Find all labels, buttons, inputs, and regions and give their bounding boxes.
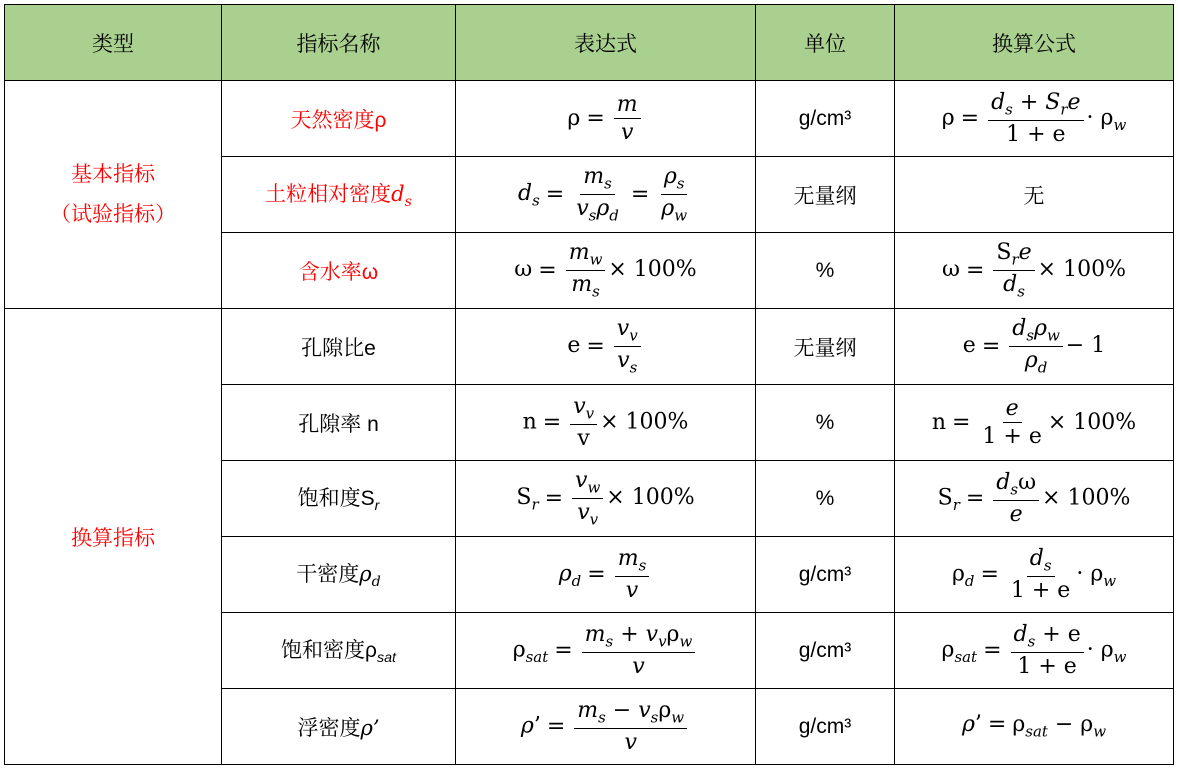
expression-particle-density: $d_s$ = $\frac{m_s}{v_s\rho_d}$ = $\frac{\rho_s}{\rho_w}$ (456, 157, 756, 233)
group-converted: 换算指标 (5, 309, 222, 765)
header-conversion: 换算公式 (895, 5, 1174, 81)
unit-water-content: % (756, 233, 895, 309)
conversion-porosity: n = $\frac{e}{1 + e}$ × 100% (895, 385, 1174, 461)
index-name-buoyant-density: 浮密度ρ’ (222, 689, 456, 765)
index-name-natural-density: 天然密度ρ (222, 81, 456, 157)
unit-buoyant-density: g/cm³ (756, 689, 895, 765)
expression-void-ratio: e = $\frac{v_v}{v_s}$ (456, 309, 756, 385)
group-basic (5, 81, 222, 309)
index-name-particle-density: 土粒相对密度$d_s$ (222, 157, 456, 233)
conversion-dry-density: $\rho_d$ = $\frac{d_s}{1 + e}$ · $\rho_w$ (895, 537, 1174, 613)
index-name-water-content: 含水率ω (222, 233, 456, 309)
group-basic-line2: （试验指标） (50, 202, 176, 226)
conversion-water-content: ω = $\frac{S_re}{d_s}$ × 100% (895, 233, 1174, 309)
soil-index-table (4, 4, 1174, 765)
conversion-saturation: $S_r$ = $\frac{d_s\omega}{e}$ × 100% (895, 461, 1174, 537)
header-unit: 单位 (756, 5, 895, 81)
header-row (5, 5, 1174, 81)
group-basic-line1: 基本指标 (71, 162, 155, 186)
unit-void-ratio: 无量纲 (756, 309, 895, 385)
expression-buoyant-density: ρ’ = $\frac{m_s - v_s\rho_w}{v}$ (456, 689, 756, 765)
unit-saturated-density: g/cm³ (756, 613, 895, 689)
unit-porosity: % (756, 385, 895, 461)
conversion-natural-density: ρ = $\frac{d_s + S_re}{1 + e}$ · $\rho_w$ (895, 81, 1174, 157)
expression-saturation: $S_r$ = $\frac{v_w}{v_v}$ × 100% (456, 461, 756, 537)
unit-dry-density: g/cm³ (756, 537, 895, 613)
header-type: 类型 (5, 5, 222, 81)
header-index-name: 指标名称 (222, 5, 456, 81)
expression-water-content: ω = $\frac{m_w}{m_s}$ × 100% (456, 233, 756, 309)
unit-particle-density: 无量纲 (756, 157, 895, 233)
expression-porosity: n = $\frac{v_v}{v}$ × 100% (456, 385, 756, 461)
expression-saturated-density: $\rho_{sat}$ = $\frac{m_s + v_v\rho_w}{v}$ (456, 613, 756, 689)
conversion-buoyant-density: ρ’ = $\rho_{sat} - \rho_w$ (895, 689, 1174, 765)
index-name-porosity: 孔隙率 n (222, 385, 456, 461)
header-expression: 表达式 (456, 5, 756, 81)
table-row (5, 309, 1174, 385)
conversion-particle-density: 无 (895, 157, 1174, 233)
index-name-dry-density: 干密度$\rho_d$ (222, 537, 456, 613)
expression-natural-density: ρ = $\frac{m}{v}$ (456, 81, 756, 157)
unit-saturation: % (756, 461, 895, 537)
table-row (5, 81, 1174, 157)
conversion-saturated-density: $\rho_{sat}$ = $\frac{d_s + e}{1 + e}$ · $\rho_w$ (895, 613, 1174, 689)
index-name-saturated-density: 饱和密度$\rho_{sat}$ (222, 613, 456, 689)
index-name-void-ratio: 孔隙比e (222, 309, 456, 385)
index-name-saturation: 饱和度$S_r$ (222, 461, 456, 537)
conversion-void-ratio: e = $\frac{d_s\rho_w}{\rho_d}$ − 1 (895, 309, 1174, 385)
expression-dry-density: $\rho_d$ = $\frac{m_s}{v}$ (456, 537, 756, 613)
unit-natural-density: g/cm³ (756, 81, 895, 157)
